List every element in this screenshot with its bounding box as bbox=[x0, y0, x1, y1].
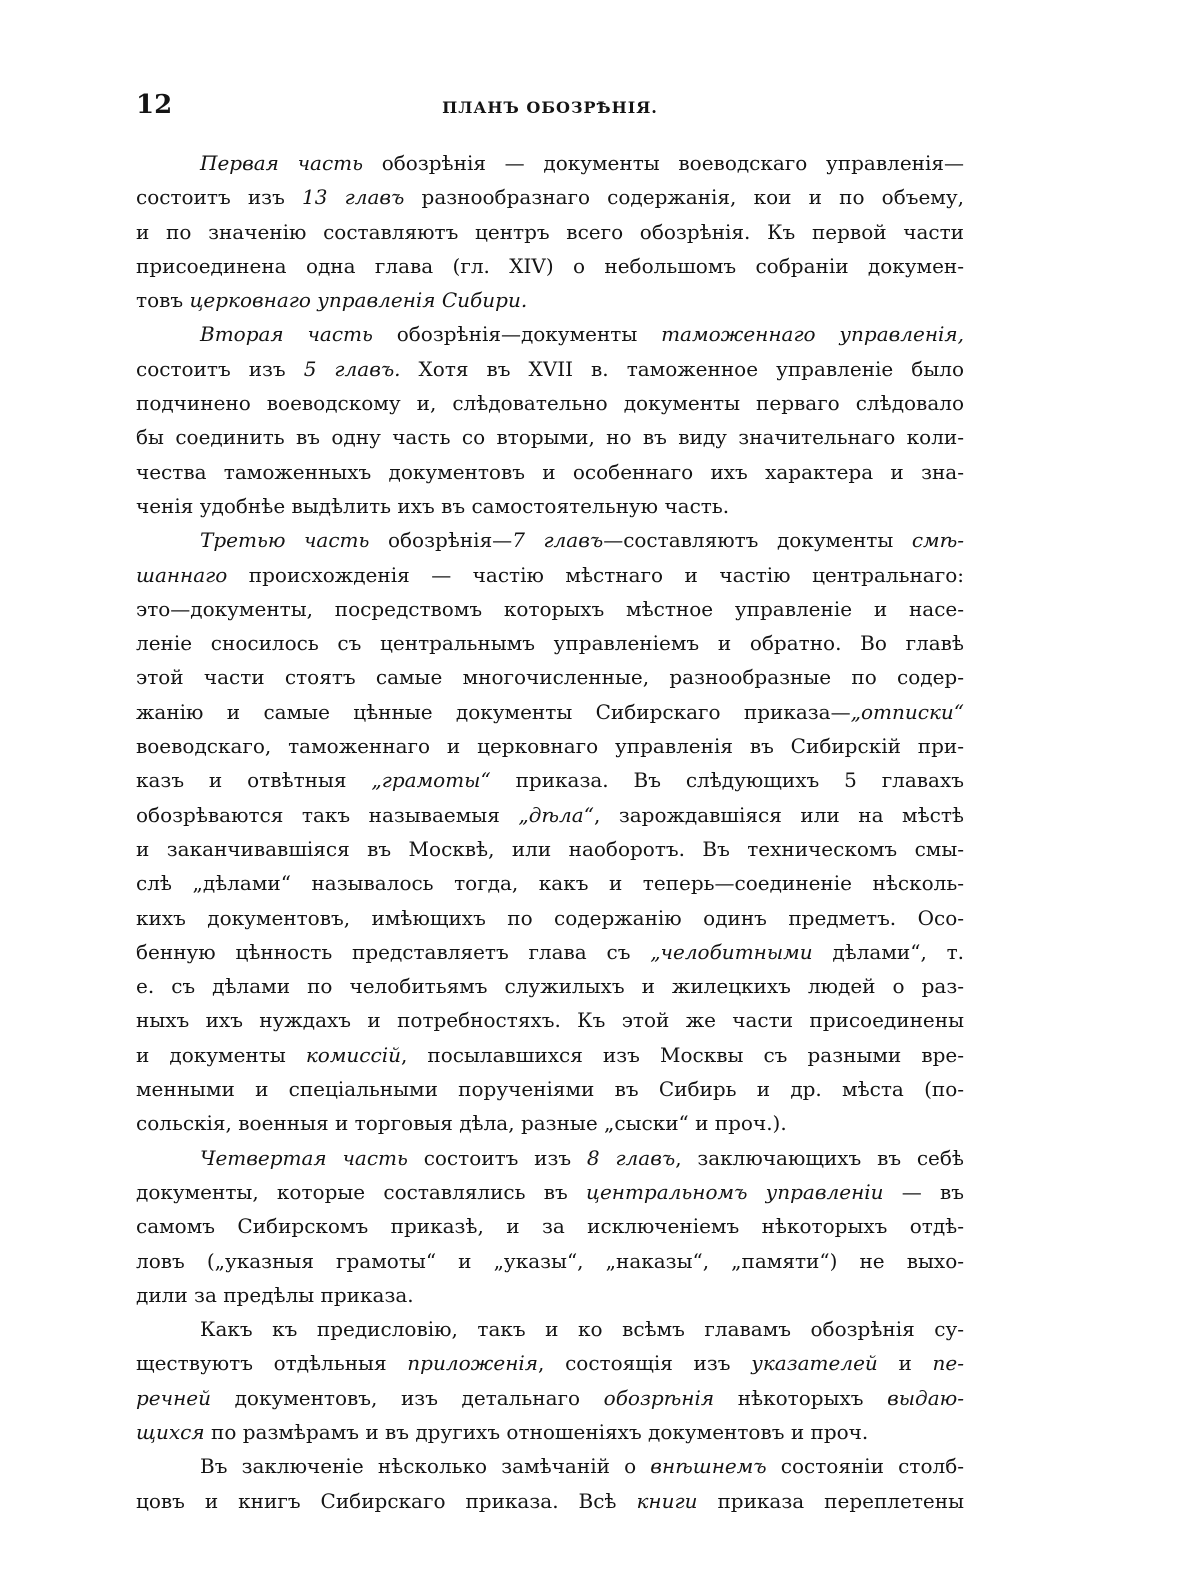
text-line: ществуютъ отдѣльныя приложенія, состоящія изъ указателей и пе- bbox=[136, 1351, 964, 1376]
italic-emphasis: Первая часть bbox=[200, 151, 364, 175]
running-title: ПЛАНЪ ОБОЗРѢНІЯ. bbox=[442, 98, 658, 117]
italic-emphasis: смѣ- bbox=[911, 528, 964, 553]
text-line: шаннаго происхожденія — частію мѣстнаго и частію центральнаго: bbox=[136, 562, 964, 587]
text-line: дили за предѣлы приказа. bbox=[136, 1282, 414, 1307]
text-line: Третью часть обозрѣнія—7 главъ—составляютъ документы смѣ- bbox=[200, 528, 964, 553]
text-line: присоединена одна глава (гл. XIV) о небольшомъ собраніи докумен- bbox=[136, 253, 964, 278]
text-line: Вторая часть обозрѣнія—документы таможеннаго управленія, bbox=[200, 322, 964, 347]
body-text bbox=[136, 146, 964, 1518]
italic-emphasis: пе- bbox=[932, 1351, 964, 1376]
italic-emphasis: „отписки“ bbox=[850, 699, 964, 724]
text-line: этой части стоятъ самые многочисленные, разнообразные по содер- bbox=[136, 665, 964, 690]
italic-emphasis: церковнаго управленія Сибири. bbox=[189, 288, 528, 313]
text-line: и документы комиссій, посылавшихся изъ Москвы съ разными вре- bbox=[136, 1042, 964, 1067]
italic-emphasis: внѣшнемъ bbox=[650, 1454, 767, 1479]
text-line: ченія удобнѣе выдѣлить ихъ въ самостоятельную часть. bbox=[136, 493, 730, 518]
text-line: документы, которые составлялись въ центральномъ управленіи — въ bbox=[136, 1179, 964, 1204]
text-line: бенную цѣнность представляетъ глава съ „челобитными дѣлами“, т. bbox=[136, 939, 964, 964]
text-line: товъ церковнаго управленія Сибири. bbox=[136, 288, 528, 313]
italic-emphasis: центральномъ управленіи bbox=[586, 1179, 884, 1204]
text-line: щихся по размѣрамъ и въ другихъ отношеніяхъ документовъ и проч. bbox=[136, 1419, 869, 1444]
text-line: и по значенію составляютъ центръ всего обозрѣнія. Къ первой части bbox=[136, 219, 964, 244]
italic-emphasis: обозрѣнія bbox=[603, 1385, 715, 1410]
text-line: е. съ дѣлами по челобитьямъ служилыхъ и жилецкихъ людей о раз- bbox=[136, 974, 964, 999]
text-line: обозрѣваются такъ называемыя „дѣла“, зарождавшіяся или на мѣстѣ bbox=[136, 802, 964, 827]
text-line: воеводскаго, таможеннаго и церковнаго управленія въ Сибирскій при- bbox=[136, 734, 964, 759]
text-line: менными и спеціальными порученіями въ Сибирь и др. мѣста (по- bbox=[136, 1077, 964, 1102]
text-line: казъ и отвѣтныя „грамоты“ приказа. Въ слѣдующихъ 5 главахъ bbox=[136, 768, 964, 793]
text-line: самомъ Сибирскомъ приказѣ, и за исключеніемъ нѣкоторыхъ отдѣ- bbox=[136, 1214, 964, 1239]
page-header bbox=[136, 90, 964, 130]
italic-emphasis: шаннаго bbox=[136, 562, 228, 587]
text-line: состоитъ изъ 5 главъ. Хотя въ XVII в. таможенное управленіе было bbox=[136, 356, 964, 381]
text-line: Четвертая часть состоитъ изъ 8 главъ, заключающихъ въ себѣ bbox=[200, 1145, 964, 1170]
text-line: Въ заключеніе нѣсколько замѣчаній о внѣшнемъ состояніи столб- bbox=[200, 1454, 964, 1479]
text-line: ныхъ ихъ нуждахъ и потребностяхъ. Къ этой же части присоединены bbox=[136, 1008, 964, 1033]
italic-emphasis: таможеннаго управленія, bbox=[661, 322, 964, 347]
page-number: 12 bbox=[136, 90, 173, 120]
italic-emphasis: выдаю- bbox=[887, 1385, 964, 1410]
text-line: Первая часть обозрѣнія — документы воеводскаго управленія— bbox=[200, 151, 964, 175]
text-line: и заканчивавшіяся въ Москвѣ, или наоборотъ. Въ техническомъ смы- bbox=[136, 836, 964, 861]
text-line: состоитъ изъ 13 главъ разнообразнаго содержанія, кои и по объему, bbox=[136, 185, 964, 210]
italic-emphasis: книги bbox=[636, 1488, 698, 1513]
text-line: слѣ „дѣлами“ называлось тогда, какъ и теперь—соединеніе нѣсколь- bbox=[136, 871, 964, 896]
text-line: бы соединить въ одну часть со вторыми, но въ виду значительнаго коли- bbox=[136, 425, 964, 450]
text-line: речней документовъ, изъ детальнаго обозрѣнія нѣкоторыхъ выдаю- bbox=[136, 1385, 964, 1410]
text-line: жанію и самые цѣнные документы Сибирскаго приказа—„отписки“ bbox=[136, 699, 964, 724]
italic-emphasis: 7 главъ bbox=[512, 528, 604, 553]
text-line: сольскія, военныя и торговыя дѣла, разные „сыски“ и проч.). bbox=[136, 1111, 787, 1136]
text-line: это—документы, посредствомъ которыхъ мѣстное управленіе и насе- bbox=[136, 596, 964, 621]
text-line: Какъ къ предисловію, такъ и ко всѣмъ главамъ обозрѣнія су- bbox=[200, 1317, 964, 1342]
italic-emphasis: „дѣла“ bbox=[518, 802, 594, 827]
italic-emphasis: 5 главъ. bbox=[303, 356, 401, 381]
italic-emphasis: приложенія bbox=[407, 1351, 539, 1376]
text-line: кихъ документовъ, имѣющихъ по содержанію одинъ предметъ. Осо- bbox=[136, 905, 964, 930]
italic-emphasis: щихся bbox=[136, 1419, 205, 1444]
italic-emphasis: Четвертая часть bbox=[200, 1145, 408, 1170]
italic-emphasis: комиссій bbox=[305, 1042, 401, 1067]
italic-emphasis: 13 главъ bbox=[301, 185, 405, 210]
text-line: ловъ („указныя грамоты“ и „указы“, „наказы“, „памяти“) не выхо- bbox=[136, 1248, 964, 1273]
italic-emphasis: „челобитными bbox=[650, 939, 813, 964]
italic-emphasis: Третью часть bbox=[200, 528, 370, 553]
italic-emphasis: „грамоты“ bbox=[371, 768, 491, 793]
italic-emphasis: речней bbox=[136, 1385, 211, 1410]
italic-emphasis: указателей bbox=[751, 1351, 878, 1376]
text-line: цовъ и книгъ Сибирскаго приказа. Всѣ книги приказа переплетены bbox=[136, 1488, 964, 1513]
text-line: подчинено воеводскому и, слѣдовательно документы перваго слѣдовало bbox=[136, 391, 964, 416]
italic-emphasis: 8 главъ bbox=[586, 1145, 676, 1170]
italic-emphasis: Вторая часть bbox=[200, 322, 373, 347]
text-line: леніе сносилось съ центральнымъ управленіемъ и обратно. Во главѣ bbox=[136, 631, 964, 656]
text-line: чества таможенныхъ документовъ и особеннаго ихъ характера и зна- bbox=[136, 459, 964, 484]
